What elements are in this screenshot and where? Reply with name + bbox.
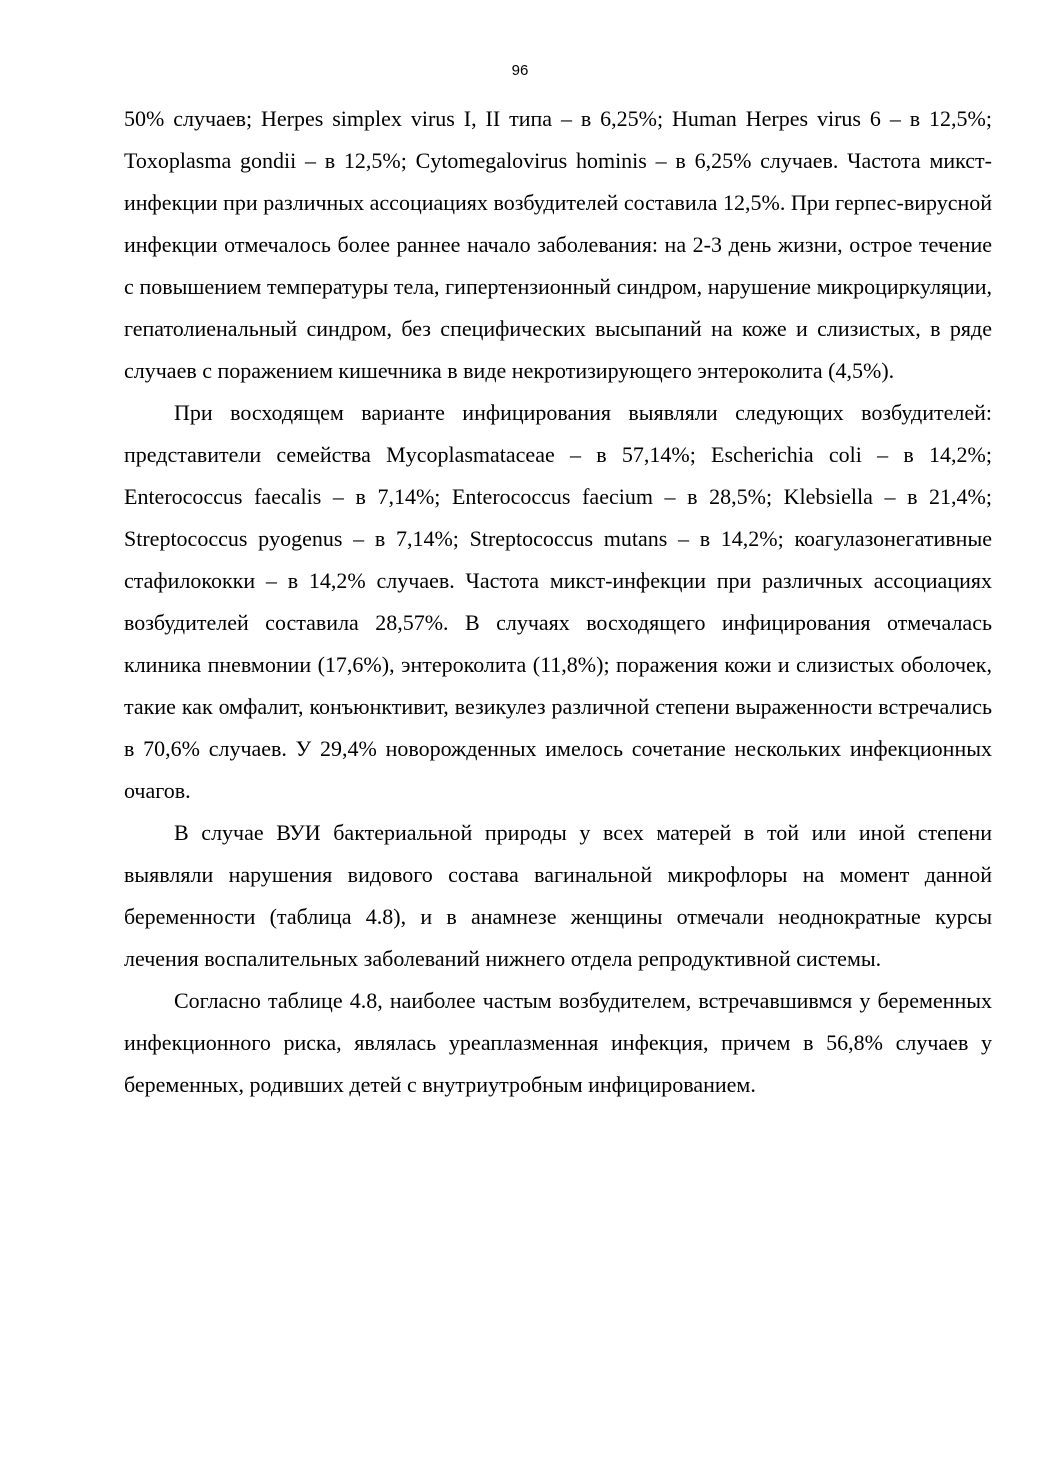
- paragraph-3: В случае ВУИ бактериальной природы у всех матерей в той или иной степени выявляли нарушения видового состава вагинальной микрофлоры на момент данной беременности (таблица 4.8), и в анамнезе женщины отмечали неоднократные курсы лечения воспалительных заболеваний нижнего отдела репродуктивной системы.: [124, 820, 992, 971]
- page-number: 96: [511, 62, 529, 79]
- paragraph-1: 50% случаев; Herpes simplex virus I, II типа – в 6,25%; Human Herpes virus 6 – в 12,5%; Toxoplasma gondii – в 12,5%; Cytomegalovirus hominis – в 6,25% случаев. Частота микст-инфекции при различных ассоциациях возбудителей составила 12,5%. При герпес-вирусной инфекции отмечалось более раннее начало заболевания: на 2-3 день жизни, острое течение с повышением температуры тела, гипертензионный синдром, нарушение микроциркуляции, гепатолиенальный синдром, без специфических высыпаний на коже и слизистых, в ряде случаев с поражением кишечника в виде некротизирующего энтероколита (4,5%).: [124, 106, 992, 383]
- body-text: [124, 98, 992, 1106]
- paragraph-2: При восходящем варианте инфицирования выявляли следующих возбудителей: представители семейства Mycoplasmataceae – в 57,14%; Escherichia coli – в 14,2%; Enterococcus faecalis – в 7,14%; Enterococcus faecium – в 28,5%; Klebsiella – в 21,4%; Streptococcus pyogenus – в 7,14%; Streptococcus mutans – в 14,2%; коагулазонегативные стафилококки – в 14,2% случаев. Частота микст-инфекции при различных ассоциациях возбудителей составила 28,57%. В случаях восходящего инфицирования отмечалась клиника пневмонии (17,6%), энтероколита (11,8%); поражения кожи и слизистых оболочек, такие как омфалит, конъюнктивит, везикулез различной степени выраженности встречались в 70,6% случаев. У 29,4% новорожденных имелось сочетание нескольких инфекционных очагов.: [124, 400, 992, 803]
- paragraph-4: Согласно таблице 4.8, наиболее частым возбудителем, встречавшивмся у беременных инфекционного риска, являлась уреаплазменная инфекция, причем в 56,8% случаев у беременных, родивших детей с внутриутробным инфицированием.: [124, 988, 992, 1097]
